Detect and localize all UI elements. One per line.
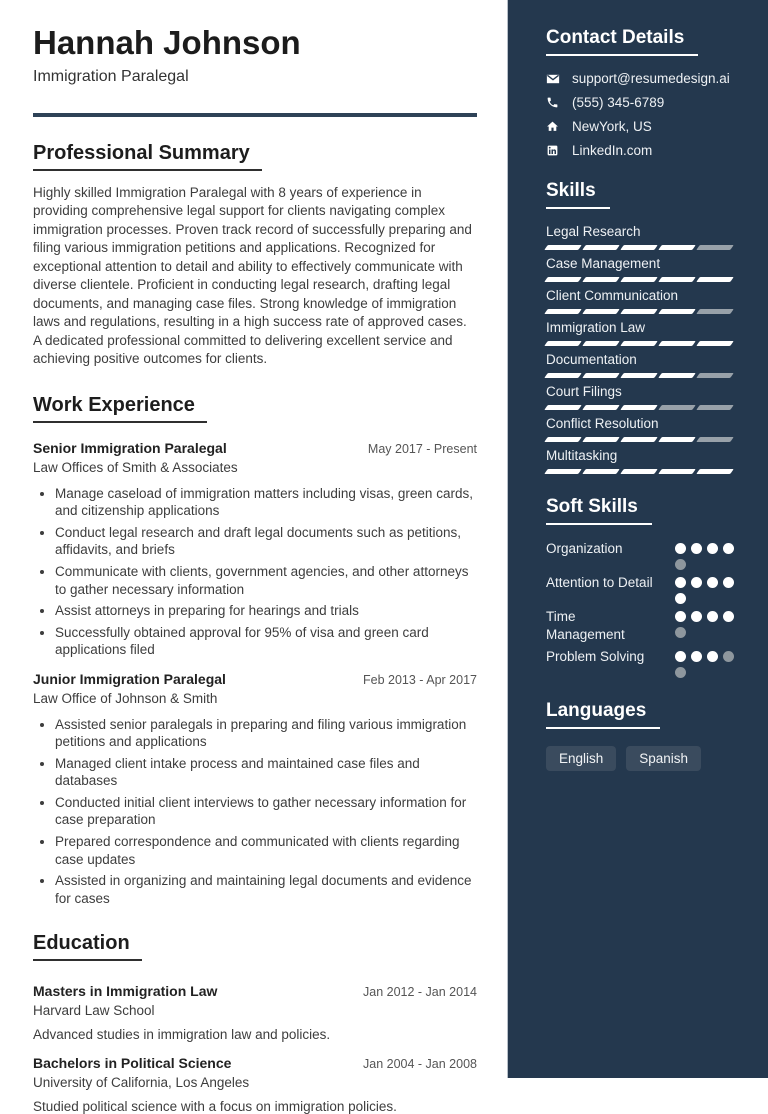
bar-segment-filled: [620, 437, 658, 442]
bar-segment-filled: [696, 469, 734, 474]
education-header: [33, 1055, 477, 1071]
dot-filled: [691, 611, 702, 622]
bullet-item: • Assist attorneys in preparing for hearings and trials: [55, 602, 477, 620]
dot-empty: [675, 559, 686, 570]
bar-segment-filled: [696, 277, 734, 282]
job-title: Junior Immigration Paralegal: [33, 670, 226, 687]
bar-segment-filled: [544, 469, 582, 474]
soft-skill-name: Problem Solving: [546, 648, 645, 664]
contact-row-location: [546, 119, 742, 134]
bar-segment-empty: [696, 245, 734, 250]
dot-empty: [675, 627, 686, 638]
bar-segment-filled: [696, 341, 734, 346]
bullet-item: • Prepared correspondence and communicated with clients regarding case updates: [55, 833, 477, 868]
bullet-item: • Conduct legal research and draft legal documents such as petitions, affidavits, and briefs: [55, 524, 477, 559]
dot-filled: [691, 543, 702, 554]
bar-segment-filled: [658, 437, 696, 442]
skill-name: Client Communication: [546, 288, 679, 303]
bar-segment-filled: [544, 309, 582, 314]
contact-email: support@resumedesign.ai: [572, 71, 730, 86]
dot-filled: [723, 611, 734, 622]
bar-segment-filled: [544, 437, 582, 442]
summary-heading: Professional Summary: [33, 142, 262, 171]
education-degree: Masters in Immigration Law: [33, 983, 218, 1000]
contact-heading: Contact Details: [546, 27, 698, 56]
bar-segment-filled: [544, 245, 582, 250]
education-school: Harvard Law School: [33, 1003, 155, 1019]
dot-filled: [675, 611, 686, 622]
job-dates: May 2017 - Present: [367, 441, 477, 456]
bar-segment-filled: [582, 245, 620, 250]
soft-skill-item: [546, 648, 742, 678]
bar-segment-filled: [620, 469, 658, 474]
bullet-item: • Managed client intake process and maintained case files and databases: [55, 755, 477, 790]
languages-list: [546, 746, 742, 771]
skill-name: Court Filings: [546, 384, 622, 399]
bar-segment-filled: [658, 309, 696, 314]
skill-name: Legal Research: [546, 224, 641, 239]
bar-segment-filled: [582, 341, 620, 346]
soft-skills-heading: Soft Skills: [546, 496, 652, 525]
skills-list: [546, 224, 742, 474]
soft-skill-dots: [675, 574, 734, 604]
bullet-item: • Assisted in organizing and maintaining legal documents and evidence for cases: [55, 872, 477, 907]
contact-row-email: [546, 71, 742, 86]
dot-filled: [691, 651, 702, 662]
bar-segment-filled: [620, 245, 658, 250]
language-pill: Spanish: [626, 746, 701, 771]
experience-heading: Work Experience: [33, 394, 207, 423]
bar-segment-empty: [696, 373, 734, 378]
soft-skill-item: [546, 608, 742, 644]
skills-section: [546, 180, 742, 474]
skill-level-bar: [546, 373, 742, 378]
education-description: Studied political science with a focus on immigration policies.: [33, 1099, 397, 1114]
skill-level-bar: [546, 341, 742, 346]
skill-level-bar: [546, 277, 742, 282]
skill-name: Conflict Resolution: [546, 416, 659, 431]
job-header: [33, 671, 477, 687]
bullet-item: • Manage caseload of immigration matters including visas, green cards, and citizenship applications: [55, 485, 477, 520]
language-pill: English: [546, 746, 616, 771]
bar-segment-filled: [544, 373, 582, 378]
skill-item: [546, 224, 742, 250]
bar-segment-empty: [696, 437, 734, 442]
education-entry: [33, 1055, 477, 1114]
job-entry: [33, 440, 477, 659]
soft-skill-name: Time Management: [546, 609, 625, 642]
bar-segment-filled: [658, 277, 696, 282]
dot-filled: [707, 577, 718, 588]
contact-section: [546, 27, 742, 158]
languages-heading: Languages: [546, 700, 660, 729]
soft-skills-section: [546, 496, 742, 678]
skill-level-bar: [546, 469, 742, 474]
skill-item: [546, 352, 742, 378]
job-dates: Feb 2013 - Apr 2017: [363, 672, 477, 687]
skill-name: Case Management: [546, 256, 661, 271]
soft-skill-item: [546, 574, 742, 604]
bar-segment-empty: [696, 405, 734, 410]
bullet-item: • Assisted senior paralegals in preparing and filing various immigration petitions and applications: [55, 716, 477, 751]
bar-segment-filled: [582, 437, 620, 442]
skill-item: [546, 416, 742, 442]
job-title: Senior Immigration Paralegal: [33, 439, 227, 456]
bar-segment-filled: [620, 405, 658, 410]
soft-skill-name: Attention to Detail: [546, 575, 653, 590]
dot-filled: [675, 577, 686, 588]
bar-segment-filled: [620, 373, 658, 378]
dot-empty: [723, 651, 734, 662]
skill-item: [546, 384, 742, 410]
education-heading: Education: [33, 932, 142, 961]
dot-filled: [707, 611, 718, 622]
bar-segment-filled: [582, 405, 620, 410]
dot-filled: [707, 651, 718, 662]
skills-heading: Skills: [546, 180, 610, 209]
soft-skill-dots: [675, 648, 734, 678]
bar-segment-filled: [620, 341, 658, 346]
bullet-item: • Successfully obtained approval for 95% of visa and green card applications filed: [55, 624, 477, 659]
contact-phone: (555) 345-6789: [572, 95, 665, 110]
dot-filled: [675, 593, 686, 604]
skill-name: Multitasking: [546, 448, 618, 463]
skill-level-bar: [546, 309, 742, 314]
soft-skill-dots: [675, 540, 734, 570]
home-icon: [546, 120, 560, 134]
job-entry: [33, 671, 477, 907]
summary-section: [33, 142, 477, 369]
bar-segment-filled: [582, 373, 620, 378]
summary-text: Highly skilled Immigration Paralegal with 8 years of experience in providing comprehensive legal support for clients navigating complex immigration processes. Proven track record of successfully preparing and filing various immigration petitions and applications. Recognized for exceptional attention to detail and ability to effectively communicate with diverse clientele. Proficient in conducting legal research, drafting legal documents, and managing case files. Strong knowledge of immigration laws and regulations, resulting in a high success rate of approved cases. A dedicated professional committed to delivering excellent service and achieving positive outcomes for clients.: [33, 184, 472, 367]
bar-segment-empty: [696, 309, 734, 314]
education-degree: Bachelors in Political Science: [33, 1055, 232, 1072]
skill-level-bar: [546, 245, 742, 250]
languages-section: [546, 700, 742, 771]
email-icon: [546, 72, 560, 86]
job-company: Law Office of Johnson & Smith: [33, 690, 218, 706]
bar-segment-filled: [544, 341, 582, 346]
sidebar: [507, 0, 768, 1078]
experience-section: [33, 394, 477, 907]
candidate-role: Immigration Paralegal: [33, 67, 189, 85]
skill-item: [546, 320, 742, 346]
bar-segment-filled: [544, 277, 582, 282]
phone-icon: [546, 96, 560, 110]
skill-level-bar: [546, 405, 742, 410]
bar-segment-filled: [544, 405, 582, 410]
education-description: Advanced studies in immigration law and policies.: [33, 1027, 331, 1043]
skill-item: [546, 448, 742, 474]
contact-row-linkedin: [546, 143, 742, 158]
bar-segment-filled: [658, 245, 696, 250]
skill-item: [546, 288, 742, 314]
job-bullet-list: [33, 485, 477, 659]
dot-empty: [675, 667, 686, 678]
skill-level-bar: [546, 437, 742, 442]
contact-location: NewYork, US: [572, 119, 652, 134]
bullet-item: • Communicate with clients, government agencies, and other attorneys to gather necessary information: [55, 563, 477, 598]
skill-item: [546, 256, 742, 282]
bullet-item: • Conducted initial client interviews to gather necessary information for case preparation: [55, 794, 477, 829]
bar-segment-filled: [658, 469, 696, 474]
bar-segment-filled: [620, 277, 658, 282]
skill-name: Immigration Law: [546, 320, 646, 335]
dot-filled: [707, 543, 718, 554]
job-header: [33, 440, 477, 456]
contact-linkedin: LinkedIn.com: [572, 143, 653, 158]
soft-skill-name: Organization: [546, 541, 623, 556]
bar-segment-filled: [658, 341, 696, 346]
bar-segment-filled: [582, 277, 620, 282]
dot-filled: [675, 543, 686, 554]
linkedin-icon: [546, 144, 560, 158]
soft-skill-item: [546, 540, 742, 570]
job-bullet-list: [33, 716, 477, 907]
header-divider: [33, 113, 477, 117]
dot-filled: [723, 543, 734, 554]
bar-segment-filled: [582, 309, 620, 314]
education-header: [33, 983, 477, 999]
job-company: Law Offices of Smith & Associates: [33, 459, 238, 475]
education-section: [33, 932, 477, 1114]
dot-filled: [723, 577, 734, 588]
candidate-name: Hannah Johnson: [33, 24, 301, 61]
bar-segment-filled: [658, 373, 696, 378]
bar-segment-empty: [658, 405, 696, 410]
bar-segment-filled: [620, 309, 658, 314]
dot-filled: [691, 577, 702, 588]
education-entry: [33, 983, 477, 1042]
education-dates: Jan 2012 - Jan 2014: [363, 985, 477, 1000]
skill-name: Documentation: [546, 352, 637, 367]
education-dates: Jan 2004 - Jan 2008: [363, 1057, 477, 1072]
contact-row-phone: [546, 95, 742, 110]
bar-segment-filled: [582, 469, 620, 474]
soft-skills-list: [546, 540, 742, 678]
education-school: University of California, Los Angeles: [33, 1075, 250, 1091]
soft-skill-dots: [675, 608, 734, 644]
dot-filled: [675, 651, 686, 662]
